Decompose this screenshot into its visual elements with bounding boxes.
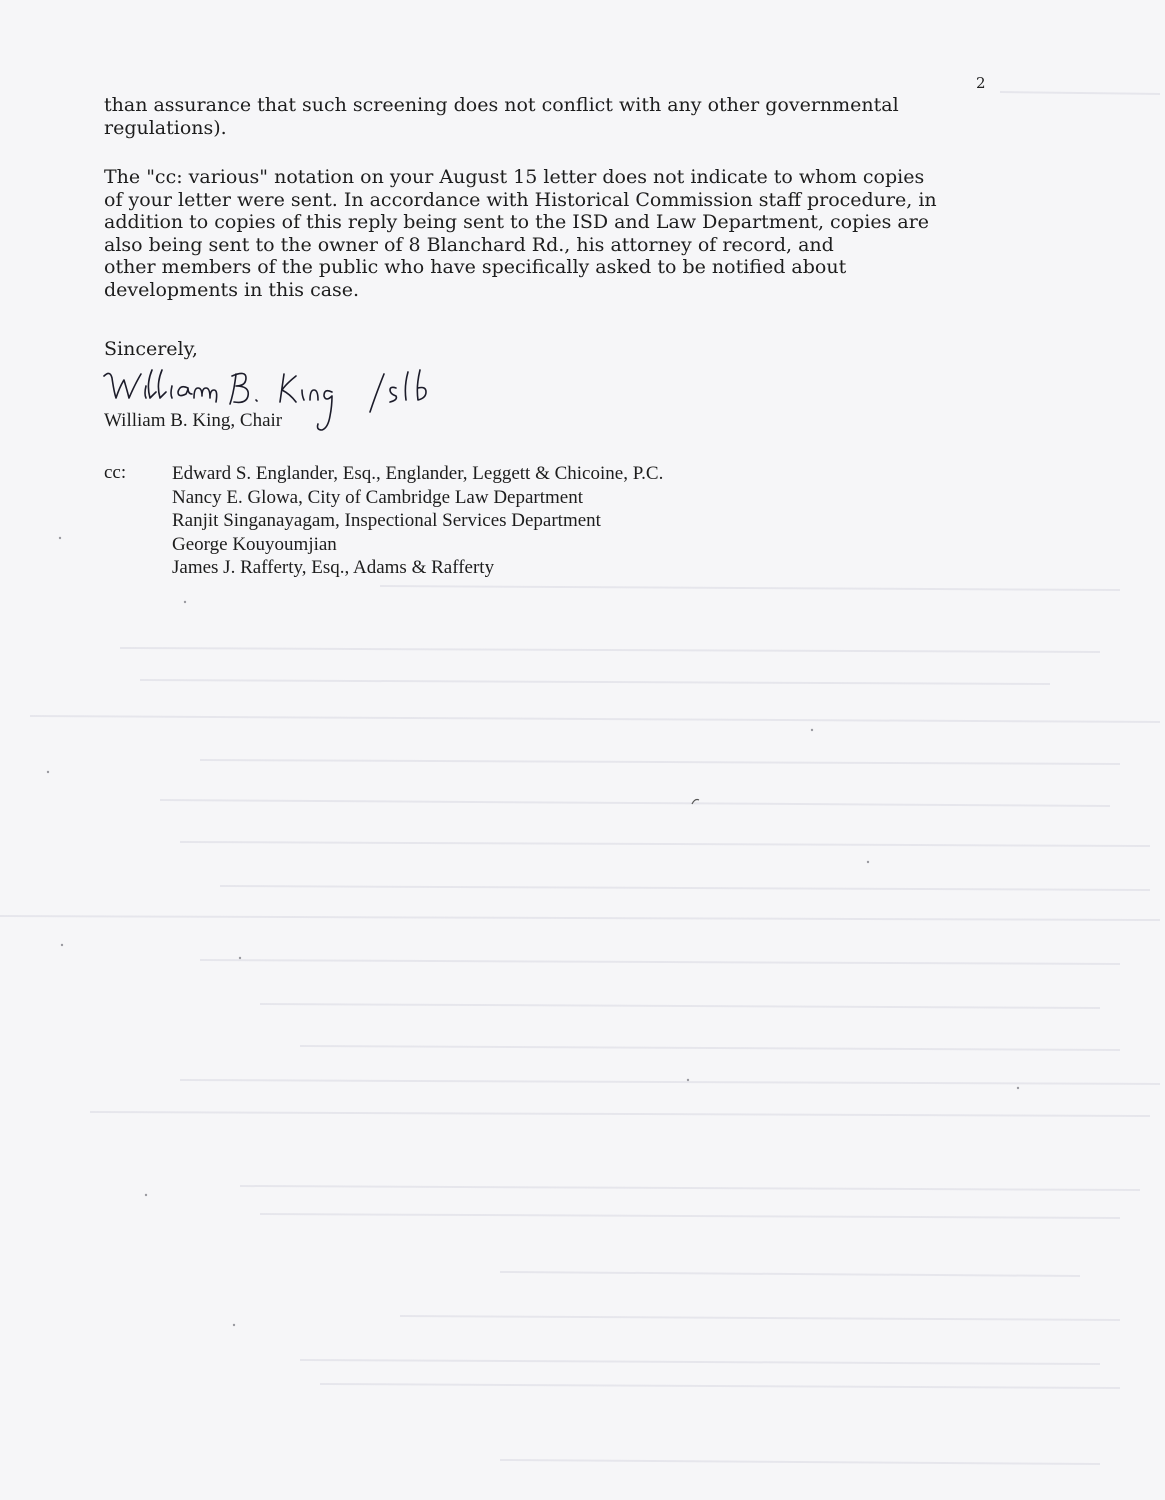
paragraph-line: of your letter were sent. In accordance with Historical Commission staff procedure, in [104, 188, 937, 211]
cc-recipient: Ranjit Singanayagam, Inspectional Services Department [172, 510, 601, 531]
cc-recipient: James J. Rafferty, Esq., Adams & Rafferty [172, 557, 495, 578]
paragraph-line: than assurance that such screening does not conflict with any other governmental [104, 94, 899, 116]
paragraph-line: The "cc: various" notation on your August 15 letter does not indicate to whom copies [104, 166, 925, 188]
paragraph-line: developments in this case. [104, 278, 360, 301]
cc-label: cc: [104, 462, 127, 483]
paragraph-line: regulations). [104, 116, 227, 139]
cc-recipient-list [172, 462, 663, 580]
paragraph-line: also being sent to the owner of 8 Blanchard Rd., his attorney of record, and [104, 233, 834, 256]
paragraph-continuation [104, 94, 974, 139]
paragraph-cc-notation [104, 166, 1004, 301]
cc-recipient: George Kouyoumjian [172, 533, 337, 555]
cc-recipient: Nancy E. Glowa, City of Cambridge Law Department [172, 486, 584, 508]
paragraph-line: addition to copies of this reply being sent to the ISD and Law Department, copies are [104, 211, 930, 233]
signer-name-title: William B. King, Chair [104, 410, 283, 431]
paragraph-line: other members of the public who have specifically asked to be notified about [104, 256, 847, 278]
page-number: 2 [976, 74, 986, 92]
closing-salutation: Sincerely, [104, 338, 198, 360]
cc-recipient: Edward S. Englander, Esq., Englander, Leggett & Chicoine, P.C. [172, 463, 664, 484]
